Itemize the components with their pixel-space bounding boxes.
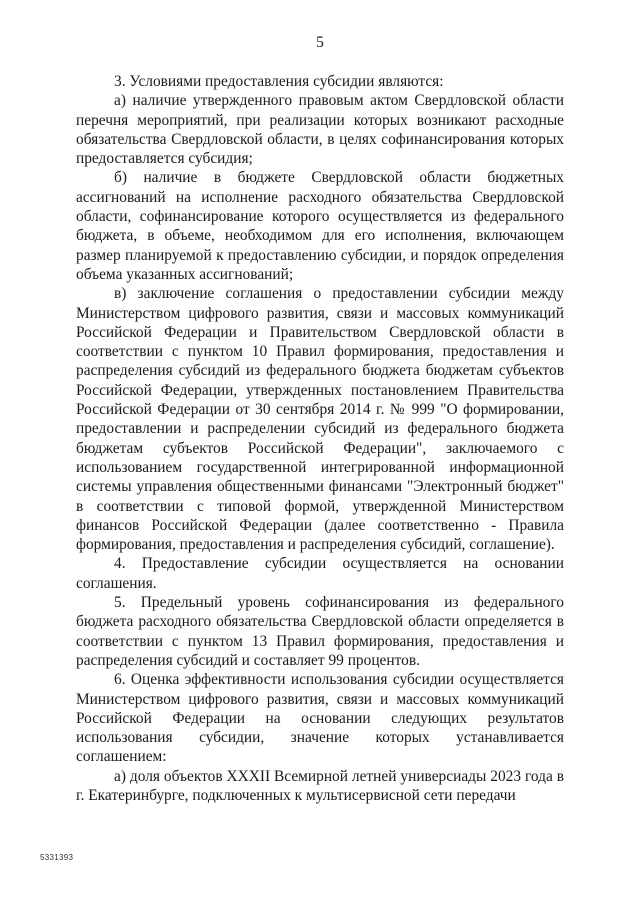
paragraph-conditions-heading: 3. Условиями предоставления субсидии являются: <box>114 73 444 90</box>
paragraph-item-4: 4. Предоставление субсидии осуществляется на основании соглашения. <box>76 555 564 592</box>
paragraph-condition-a: а) наличие утвержденного правовым актом Свердловской области перечня мероприятий, при реализации которых возникают расходные обязательства Свердловской области, в целях софинансирования которых предоставляется субсидия; <box>76 92 564 168</box>
document-body <box>76 72 564 805</box>
document-code: 5331393 <box>40 853 74 862</box>
paragraph-condition-b: б) наличие в бюджете Свердловской области бюджетных ассигнований на исполнение расходного обязательства Свердловской области, софинансирование которого осуществляется из федерального бюджета, в объеме, необходимом для его исполнения, включающем размер планируемой к предоставлению субсидии, и порядок определения объема указанных ассигнований; <box>76 169 564 283</box>
page-number: 5 <box>316 34 324 51</box>
paragraph-item-5: 5. Предельный уровень софинансирования из федерального бюджета расходного обязательства Свердловской области определяется в соответствии с пунктом 13 Правил формирования, предоставления и распределения субсидий и составляет 99 процентов. <box>76 594 564 669</box>
paragraph-item-6: 6. Оценка эффективности использования субсидии осуществляется Министерством цифрового развития, связи и массовых коммуникаций Российской Федерации на основании следующих результатов использования субсидии, значение которых устанавливается соглашением: <box>76 671 564 766</box>
paragraph-condition-c: в) заключение соглашения о предоставлении субсидии между Министерством цифрового развития, связи и массовых коммуникаций Российской Федерации и Правительством Свердловской области в соответствии с пунктом 10 Правил формирования, предоставления и распределения субсидий из федерального бюджета бюджетам субъектов Российской Федерации, утвержденных постановлением Правительства Российской Федерации от 30 сентября 2014 г. № 999 "О формировании, предоставлении и распределении субсидий из федерального бюджета бюджетам субъектов Российской Федерации", заключаемого с использованием государственной интегрированной информационной системы управления общественными финансами "Электронный бюджет" в соответствии с типовой формой, утвержденной Министерством финансов Российской Федерации (далее соответственно - Правила формирования, предоставления и распределения субсидий, соглашение). <box>76 285 564 554</box>
paragraph-result-a: а) доля объектов XXXII Всемирной летней универсиады 2023 года в г. Екатеринбурге, подключенных к мультисервисной сети передачи <box>76 767 564 804</box>
